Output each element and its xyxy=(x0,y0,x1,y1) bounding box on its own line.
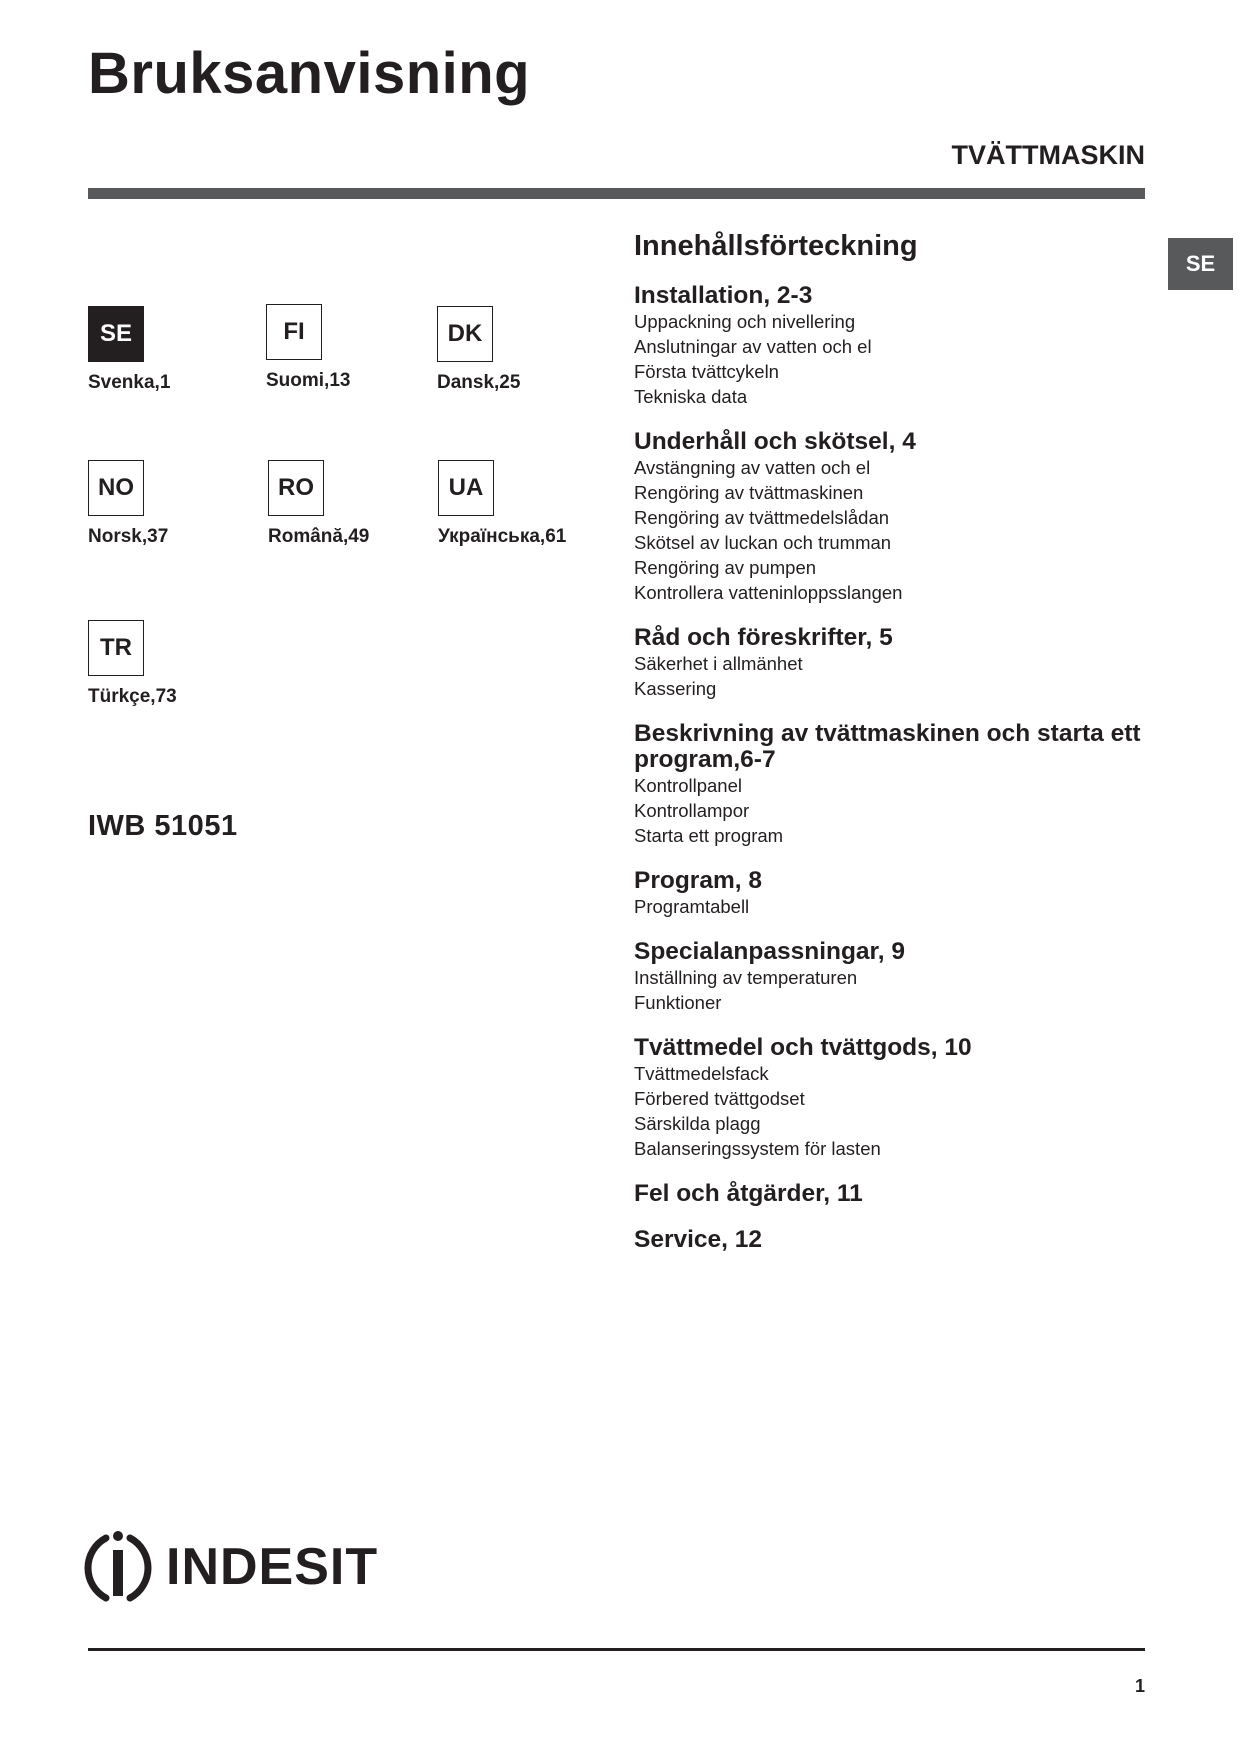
language-dk[interactable] xyxy=(437,306,587,394)
header-divider xyxy=(88,188,1145,199)
toc-item[interactable]: Kontrollampor xyxy=(634,800,750,821)
toc-item[interactable]: Avstängning av vatten och el xyxy=(634,457,871,478)
language-code-box: RO xyxy=(268,460,324,516)
language-code-box: SE xyxy=(88,306,144,362)
toc-item[interactable]: Rengöring av tvättmedelslådan xyxy=(634,507,890,528)
model-number: IWB 51051 xyxy=(88,810,238,842)
indesit-i-emblem-icon xyxy=(78,1528,162,1608)
toc-section xyxy=(634,625,1154,701)
toc-item[interactable]: Balanseringssystem för lasten xyxy=(634,1138,881,1159)
toc-item[interactable]: Förbered tvättgodset xyxy=(634,1088,805,1109)
language-no[interactable] xyxy=(88,460,238,548)
toc-section xyxy=(634,1227,1154,1253)
toc-section-heading[interactable]: Fel och åtgärder, 11 xyxy=(634,1180,863,1207)
toc-section-heading[interactable]: Specialanpassningar, 9 xyxy=(634,938,905,965)
toc-item[interactable]: Kontrollera vatteninloppsslangen xyxy=(634,582,903,603)
toc-item[interactable]: Inställning av temperaturen xyxy=(634,967,858,988)
language-ua[interactable] xyxy=(438,460,588,548)
toc-item[interactable]: Säkerhet i allmänhet xyxy=(634,653,803,674)
language-code-box: NO xyxy=(88,460,144,516)
brand-wordmark: INDESIT xyxy=(166,1538,379,1596)
indesit-logo xyxy=(78,1528,378,1608)
toc-item[interactable]: Programtabell xyxy=(634,896,750,917)
toc-item[interactable]: Tvättmedelsfack xyxy=(634,1063,769,1084)
toc-section-heading[interactable]: Installation, 2-3 xyxy=(634,282,813,309)
toc-item[interactable]: Kontrollpanel xyxy=(634,775,742,796)
language-tr[interactable] xyxy=(88,620,238,708)
language-label: Svenka,1 xyxy=(88,372,171,393)
language-label: Türkçe,73 xyxy=(88,686,177,707)
document-title: Bruksanvisning xyxy=(88,41,531,106)
toc-item[interactable]: Rengöring av pumpen xyxy=(634,557,817,578)
toc-item[interactable]: Uppackning och nivellering xyxy=(634,311,856,332)
table-of-contents xyxy=(634,230,1154,1273)
footer-divider xyxy=(88,1648,1145,1651)
language-code-box: TR xyxy=(88,620,144,676)
toc-section xyxy=(634,1035,1154,1161)
toc-item[interactable]: Första tvättcykeln xyxy=(634,361,779,382)
toc-section-heading[interactable]: Underhåll och skötsel, 4 xyxy=(634,428,916,455)
toc-item[interactable]: Tekniska data xyxy=(634,386,748,407)
toc-item[interactable]: Starta ett program xyxy=(634,825,784,846)
language-label: Dansk,25 xyxy=(437,372,521,393)
toc-item[interactable]: Skötsel av luckan och trumman xyxy=(634,532,892,553)
toc-section-heading[interactable]: Program, 8 xyxy=(634,867,762,894)
toc-item[interactable]: Anslutningar av vatten och el xyxy=(634,336,872,357)
toc-section xyxy=(634,1181,1154,1207)
language-label: Suomi,13 xyxy=(266,370,351,391)
toc-section xyxy=(634,721,1154,848)
language-label: Українська,61 xyxy=(438,526,567,547)
toc-section xyxy=(634,429,1154,605)
language-code-box: UA xyxy=(438,460,494,516)
toc-section xyxy=(634,868,1154,919)
toc-section-heading[interactable]: Råd och föreskrifter, 5 xyxy=(634,624,893,651)
page-number: 1 xyxy=(1134,1676,1145,1696)
toc-section xyxy=(634,939,1154,1015)
language-label: Norsk,37 xyxy=(88,526,169,547)
language-code-box: FI xyxy=(266,304,322,360)
toc-item[interactable]: Särskilda plagg xyxy=(634,1113,761,1134)
toc-item[interactable]: Funktioner xyxy=(634,992,722,1013)
toc-item[interactable]: Rengöring av tvättmaskinen xyxy=(634,482,864,503)
language-fi[interactable] xyxy=(266,304,416,392)
toc-title: Innehållsförteckning xyxy=(634,230,918,262)
product-type: TVÄTTMASKIN xyxy=(951,140,1145,170)
toc-section-heading[interactable]: Tvättmedel och tvättgods, 10 xyxy=(634,1034,972,1061)
language-ro[interactable] xyxy=(268,460,418,548)
language-side-tab: SE xyxy=(1168,238,1233,290)
toc-section xyxy=(634,283,1154,409)
toc-section-heading[interactable]: Beskrivning av tvättmaskinen och starta ett program,6-7 xyxy=(634,720,1141,773)
language-code-box: DK xyxy=(437,306,493,362)
toc-section-heading[interactable]: Service, 12 xyxy=(634,1226,763,1253)
language-se[interactable] xyxy=(88,306,238,394)
language-label: Română,49 xyxy=(268,526,370,547)
toc-item[interactable]: Kassering xyxy=(634,678,717,699)
